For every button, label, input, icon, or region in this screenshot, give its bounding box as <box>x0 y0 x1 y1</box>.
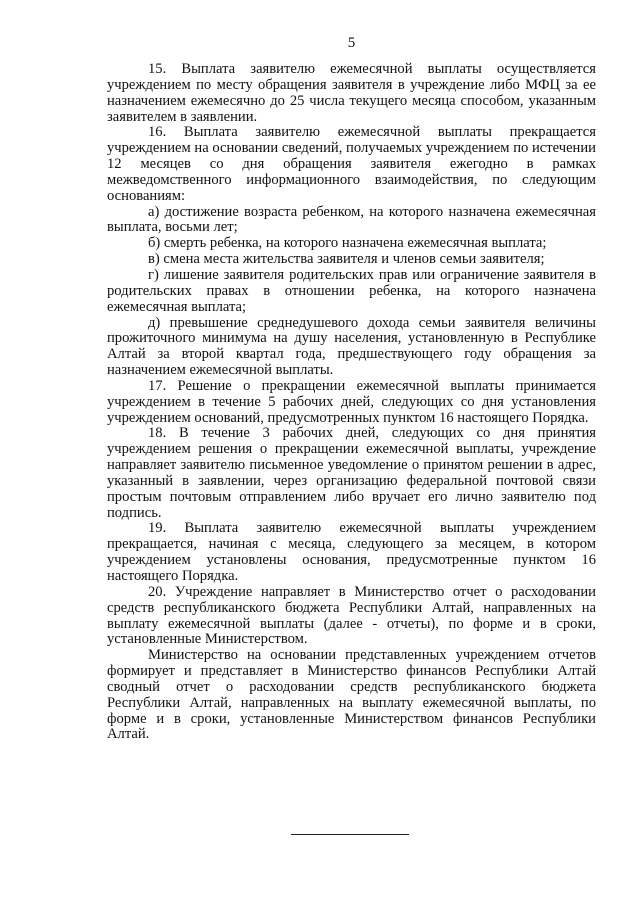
list-item-a: а) достижение возраста ребенком, на которого назначена ежемесячная выплата, восьми лет; <box>107 203 596 236</box>
paragraph-20: 20. Учреждение направляет в Министерство отчет о расходовании средств республиканского бюджета Республики Алтай, направленных на выплату ежемесячной выплаты (далее - отчеты), по форме и в сроки, установленные Министерством. <box>107 583 596 648</box>
page-number: 5 <box>347 35 356 51</box>
document-page <box>107 34 596 743</box>
list-item-g: г) лишение заявителя родительских прав или ограничение заявителя в родительских правах в отношении ребенка, на которого назначена ежемесячная выплата; <box>107 266 596 315</box>
list-item-d: д) превышение среднедушевого дохода семьи заявителя величины прожиточного минимума на душу населения, установленную в Республике Алтай за второй квартал года, предшествующего году обращения за назначением ежемесячной выплаты. <box>107 314 596 379</box>
paragraph-17: 17. Решение о прекращении ежемесячной выплаты принимается учреждением в течение 5 рабочих дней, следующих со дня установления учреждением оснований, предусмотренных пунктом 16 настоящего Порядка. <box>107 377 596 426</box>
paragraph-18: 18. В течение 3 рабочих дней, следующих со дня принятия учреждением решения о прекращении ежемесячной выплаты, учреждение направляет заявителю письменное уведомление о принятом решении в адрес, указанный в заявлении, через организацию федеральной почтовой связи простым почтовым отправлением либо вручает его лично заявителю под подпись. <box>107 425 596 521</box>
paragraph-16: 16. Выплата заявителю ежемесячной выплаты прекращается учреждением на основании сведений, получаемых учреждением по истечении 12 месяцев со дня обращения заявителя ежегодно в рамках межведомственного информационного взаимодействия, по следующим основаниям: <box>107 124 596 204</box>
paragraph-19: 19. Выплата заявителю ежемесячной выплаты учреждением прекращается, начиная с месяца, следующего за месяцем, в котором учреждением установлены основания, предусмотренные пунктом 16 настоящего Порядка. <box>107 520 596 584</box>
list-item-b: б) смерть ребенка, на которого назначена ежемесячная выплата; <box>148 235 547 252</box>
end-divider <box>291 834 409 835</box>
paragraph-15: 15. Выплата заявителю ежемесячной выплаты осуществляется учреждением по месту обращения заявителя в учреждение либо МФЦ за ее назначением ежемесячно до 25 числа текущего месяца способом, указанным заявителем в заявлении. <box>107 61 596 125</box>
list-item-v: в) смена места жительства заявителя и членов семьи заявителя; <box>148 251 545 268</box>
paragraph-ministry-report: Министерство на основании представленных учреждением отчетов формирует и представляет в Министерство финансов Республики Алтай сводный отчет о расходовании средств республиканского бюджета Республики Алтай, направленных на выплату ежемесячной выплаты, по форме и в сроки, установленные Министерством финансов Республики Алтай. <box>107 647 596 743</box>
